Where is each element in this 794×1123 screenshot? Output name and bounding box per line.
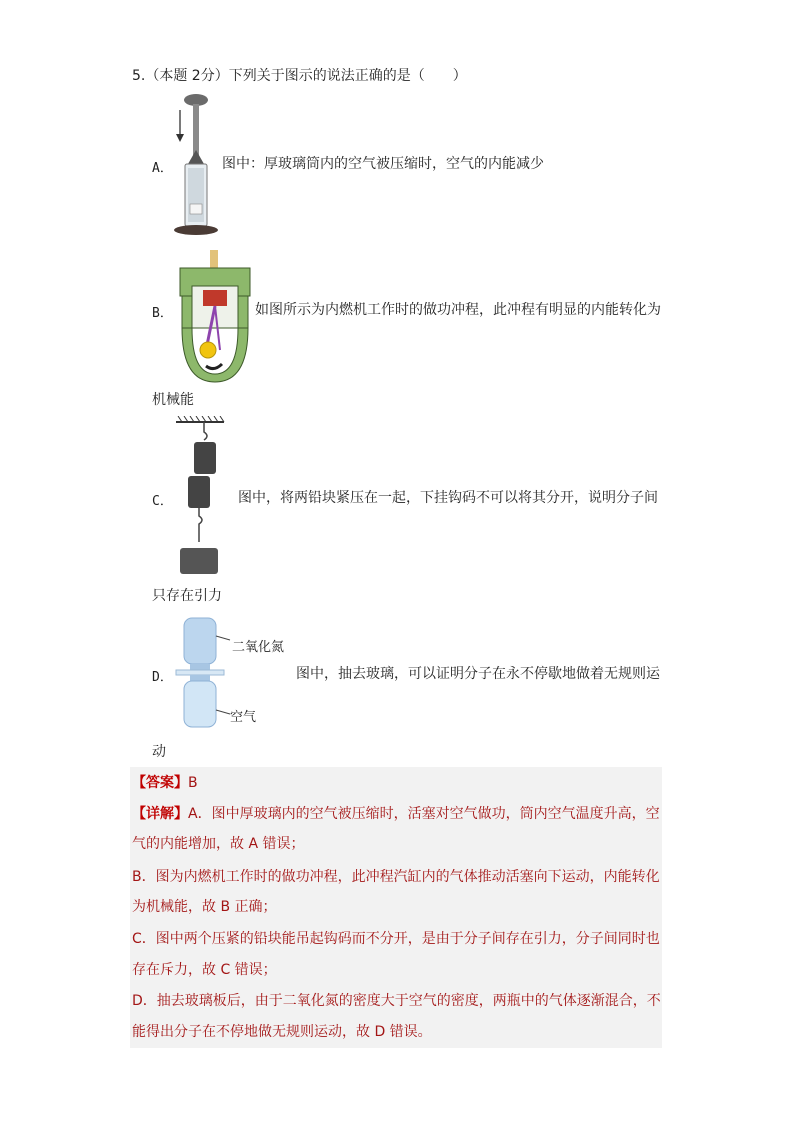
compression-cylinder-figure	[170, 92, 220, 238]
detail-line-5: C．图中两个压紧的铅块能吊起钩码而不分开，是由于分子间存在引力，分子间同时也	[132, 931, 660, 947]
option-c-continuation: 只存在引力	[152, 588, 222, 604]
option-b-text: 如图所示为内燃机工作时的做功冲程，此冲程有明显的内能转化为	[255, 302, 661, 318]
answer-tag: 【答案】	[132, 775, 188, 791]
detail-line-6: 存在斥力，故 C 错误；	[132, 962, 277, 978]
option-d-text: 图中，抽去玻璃，可以证明分子在永不停歇地做着无规则运	[296, 666, 660, 682]
detail-line-3: B．图为内燃机工作时的做功冲程，此冲程汽缸内的气体推动活塞向下运动，内能转化	[132, 869, 660, 885]
nitrogen-dioxide-label: 二氧化氮	[232, 640, 285, 655]
air-label: 空气	[230, 710, 257, 725]
detail-line-4: 为机械能，故 B 正确；	[132, 899, 277, 915]
engine-figure	[176, 246, 254, 386]
detail-line-7: D．抽去玻璃板后，由于二氧化氮的密度大于空气的密度，两瓶中的气体逐渐混合，不	[132, 993, 661, 1009]
option-b-continuation: 机械能	[152, 392, 194, 408]
option-d-label: D．	[152, 670, 173, 685]
gas-bottles-figure	[174, 614, 234, 732]
detail-text: A．图中厚玻璃内的空气被压缩时，活塞对空气做功，筒内空气温度升高，空	[188, 806, 660, 822]
answer-line	[132, 773, 198, 793]
option-a-label: A．	[152, 161, 173, 176]
detail-line-8: 能得出分子在不停地做无规则运动，故 D 错误。	[132, 1024, 432, 1040]
option-a-text: 图中：厚玻璃筒内的空气被压缩时，空气的内能减少	[222, 156, 544, 172]
lead-blocks-figure	[170, 416, 230, 578]
detail-line-1	[132, 804, 660, 824]
question-title: 5.（本题 2分）下列关于图示的说法正确的是（ ）	[132, 68, 467, 84]
option-c-text: 图中，将两铅块紧压在一起，下挂钩码不可以将其分开，说明分子间	[238, 490, 658, 506]
option-c-label: C．	[152, 494, 173, 509]
detail-tag: 【详解】	[132, 806, 188, 822]
option-d-continuation: 动	[152, 744, 166, 760]
detail-line-2: 气的内能增加，故 A 错误；	[132, 836, 305, 852]
answer-value: B	[188, 775, 198, 791]
option-b-label: B．	[152, 306, 173, 321]
